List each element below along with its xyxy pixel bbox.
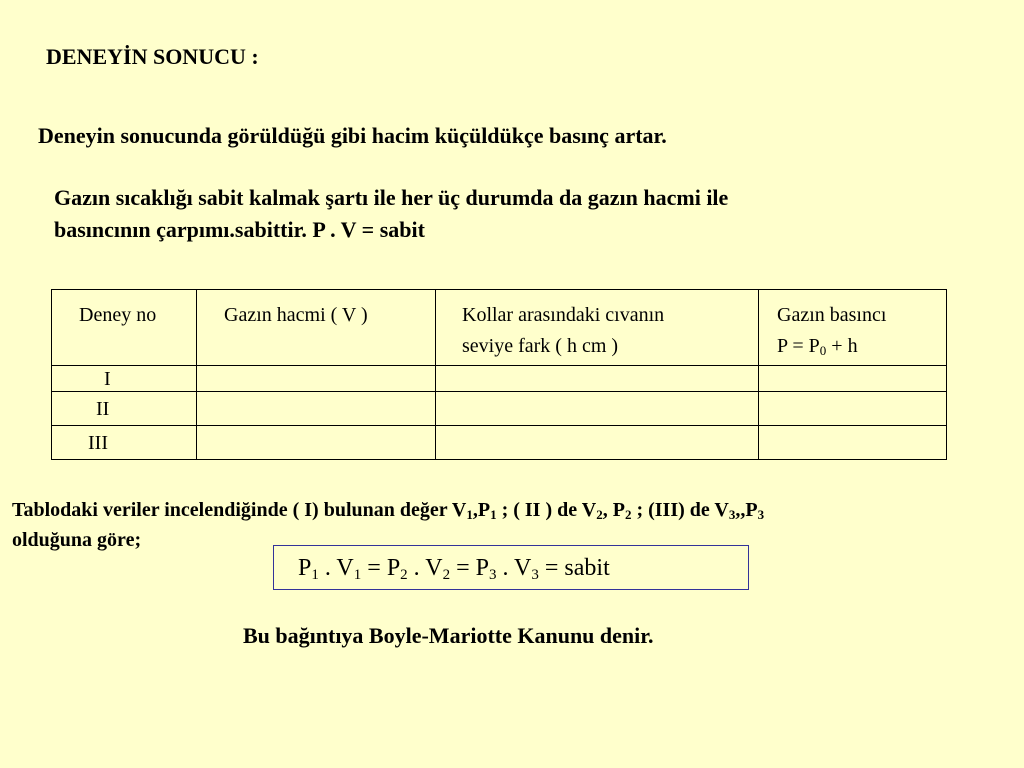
experiment-table: [51, 289, 947, 460]
row-label-3: III: [88, 432, 108, 454]
row-label-2: II: [96, 398, 110, 420]
condition-paragraph: [54, 182, 728, 246]
formula-box: [273, 545, 749, 590]
statement-text: Deneyin sonucunda görüldüğü gibi hacim küçüldükçe basınç artar.: [38, 123, 667, 148]
table-header-row: [52, 290, 947, 366]
condition-line-2: basıncının çarpımı.sabittir. P . V = sabit: [54, 217, 425, 242]
header-gaz-hacmi: Gazın hacmi ( V ): [197, 290, 436, 366]
header-deney-no: Deney no: [52, 290, 197, 366]
header-seviye-line-1: Kollar arasındaki cıvanın: [462, 304, 665, 326]
analysis-line-2: olduğuna göre;: [12, 529, 142, 551]
header-basinc-line-1: Gazın basıncı: [777, 304, 887, 326]
analysis-line-1: Tablodaki veriler incelendiğinde ( I) bulunan değer $V_1,P_1$ ; ( II ) de $V_2$, $P_2$ ; (III) de $V_3,,P_3$: [12, 499, 765, 522]
header-gaz-basinci: [759, 290, 947, 366]
header-seviye-line-2: seviye fark ( h cm ): [462, 335, 619, 357]
header-basinc-line-2: $P = P_0 + h$: [777, 335, 858, 358]
table-row: [52, 366, 947, 392]
conclusion-text: Bu bağıntıya Boyle-Mariotte Kanunu denir.: [243, 623, 654, 648]
page-title: DENEYİN SONUCU :: [46, 44, 259, 69]
table-row: [52, 392, 947, 426]
header-seviye-farki: [436, 290, 759, 366]
condition-line-1: Gazın sıcaklığı sabit kalmak şartı ile her üç durumda da gazın hacmi ile: [54, 185, 729, 210]
row-label-1: I: [104, 368, 111, 390]
boyle-formula: $P_1$ . $V_1 = P_2$ . $V_2 = P_3$ . $V_3$ = sabit: [298, 555, 610, 583]
table-row: [52, 426, 947, 460]
